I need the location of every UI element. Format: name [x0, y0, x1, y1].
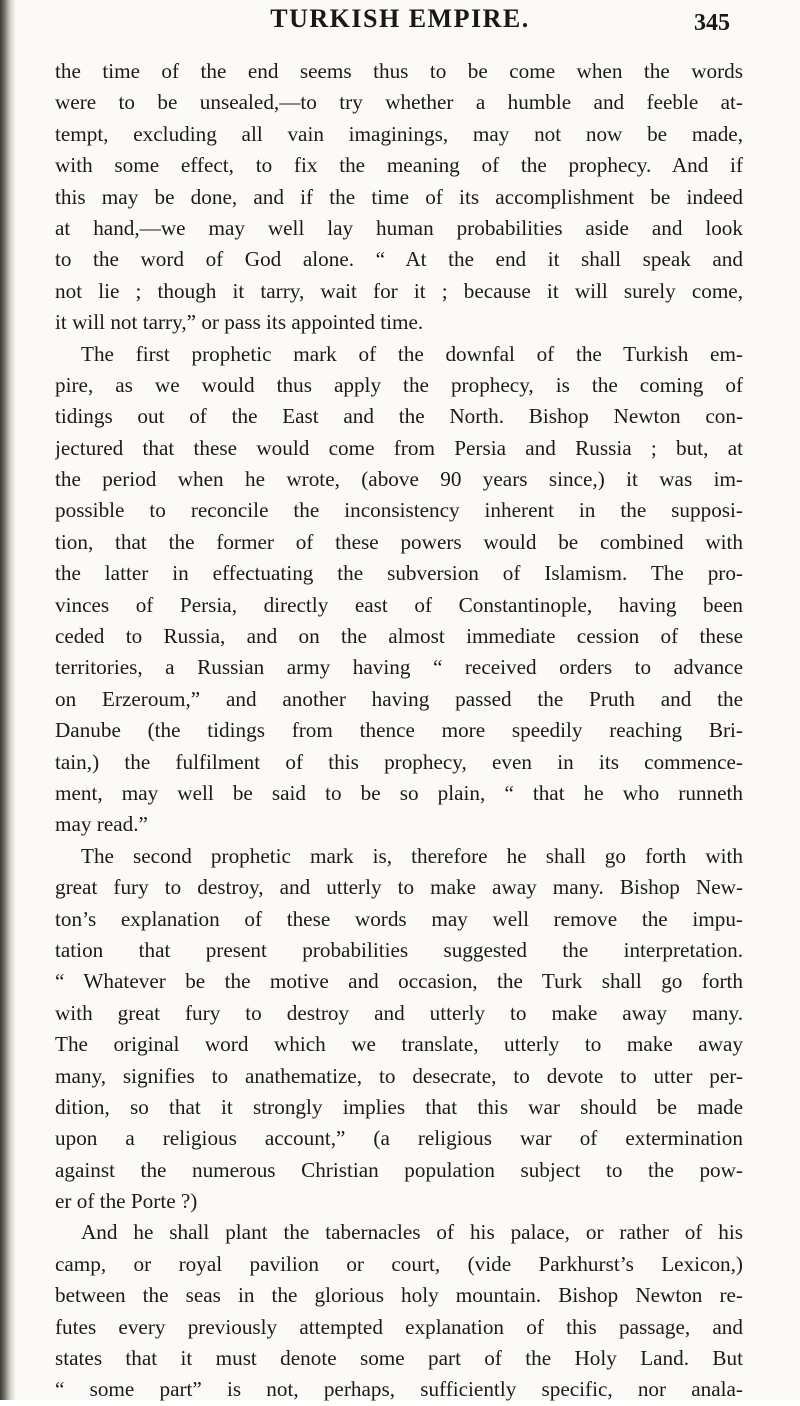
text-line: on Erzeroum,” and another having passed the Pruth and the	[55, 686, 743, 711]
text-line: at hand,—we may well lay human probabilities aside and look	[55, 215, 743, 240]
text-line: ceded to Russia, and on the almost immediate cession of these	[55, 624, 743, 649]
text-line: tion, that the former of these powers would be combined with	[55, 529, 743, 554]
text-line: it will not tarry,” or pass its appointed time.	[55, 310, 424, 335]
running-head	[0, 4, 800, 44]
text-line: possible to reconcile the inconsistency inherent in the supposi-	[55, 498, 743, 523]
text-line: between the seas in the glorious holy mountain. Bishop Newton re-	[55, 1283, 743, 1308]
text-line: pire, as we would thus apply the prophecy, is the coming of	[55, 372, 743, 397]
paragraph-2	[55, 339, 743, 841]
text-line: The second prophetic mark is, therefore he shall go forth with	[81, 843, 743, 868]
text-line: tain,) the fulfilment of this prophecy, even in its commence-	[55, 749, 743, 774]
paragraph-1	[55, 56, 743, 339]
running-title: TURKISH EMPIRE.	[270, 4, 530, 33]
page-number: 345	[694, 10, 730, 36]
paragraph-4	[55, 1217, 743, 1405]
text-line: with great fury to destroy and utterly to make away many.	[55, 1000, 743, 1025]
text-line: many, signifies to anathematize, to desecrate, to devote to utter per-	[55, 1063, 743, 1088]
text-line: not lie ; though it tarry, wait for it ; because it will surely come,	[55, 278, 743, 303]
text-line: jectured that these would come from Persia and Russia ; but, at	[55, 435, 743, 460]
text-line: The first prophetic mark of the downfal of the Turkish em-	[81, 341, 743, 366]
page-binding-shadow	[0, 0, 16, 1400]
text-line: “ some part” is not, perhaps, sufficiently specific, nor anala-	[55, 1377, 743, 1402]
text-line: tidings out of the East and the North. Bishop Newton con-	[55, 404, 743, 429]
text-line: futes every previously attempted explanation of this passage, and	[55, 1314, 743, 1339]
text-line: the period when he wrote, (above 90 years since,) it was im-	[55, 467, 743, 492]
text-line: camp, or royal pavilion or court, (vide Parkhurst’s Lexicon,)	[55, 1251, 743, 1276]
text-line: vinces of Persia, directly east of Constantinople, having been	[55, 592, 743, 617]
text-line: to the word of God alone. “ At the end it shall speak and	[55, 247, 743, 272]
text-line: states that it must denote some part of the Holy Land. But	[55, 1346, 743, 1371]
text-line: this may be done, and if the time of its accomplishment be indeed	[55, 184, 743, 209]
text-line: the latter in effectuating the subversion of Islamism. The pro-	[55, 561, 743, 586]
text-line: territories, a Russian army having “ received orders to advance	[55, 655, 743, 680]
text-line: The original word which we translate, utterly to make away	[55, 1032, 743, 1057]
text-line: ton’s explanation of these words may well remove the impu-	[55, 906, 743, 931]
text-line: er of the Porte ?)	[55, 1189, 198, 1214]
text-line: And he shall plant the tabernacles of his palace, or rather of his	[81, 1220, 743, 1245]
text-line: against the numerous Christian population subject to the pow-	[55, 1157, 743, 1182]
text-line: tation that present probabilities suggested the interpretation.	[55, 937, 743, 962]
body-text	[55, 56, 743, 1406]
text-line: with some effect, to fix the meaning of the prophecy. And if	[55, 153, 743, 178]
text-line: dition, so that it strongly implies that this war should be made	[55, 1094, 743, 1119]
text-line: “ Whatever be the motive and occasion, the Turk shall go forth	[55, 969, 743, 994]
text-line: ment, may well be said to be so plain, “ that he who runneth	[55, 780, 743, 805]
paragraph-3	[55, 841, 743, 1218]
text-line: upon a religious account,” (a religious war of extermination	[55, 1126, 743, 1151]
text-line: great fury to destroy, and utterly to make away many. Bishop New-	[55, 875, 743, 900]
text-line: the time of the end seems thus to be come when the words	[55, 59, 743, 83]
text-line: were to be unsealed,—to try whether a humble and feeble at-	[55, 90, 743, 115]
text-line: tempt, excluding all vain imaginings, may not now be made,	[55, 121, 743, 146]
text-line: may read.”	[55, 812, 148, 837]
text-line: Danube (the tidings from thence more speedily reaching Bri-	[55, 718, 743, 743]
